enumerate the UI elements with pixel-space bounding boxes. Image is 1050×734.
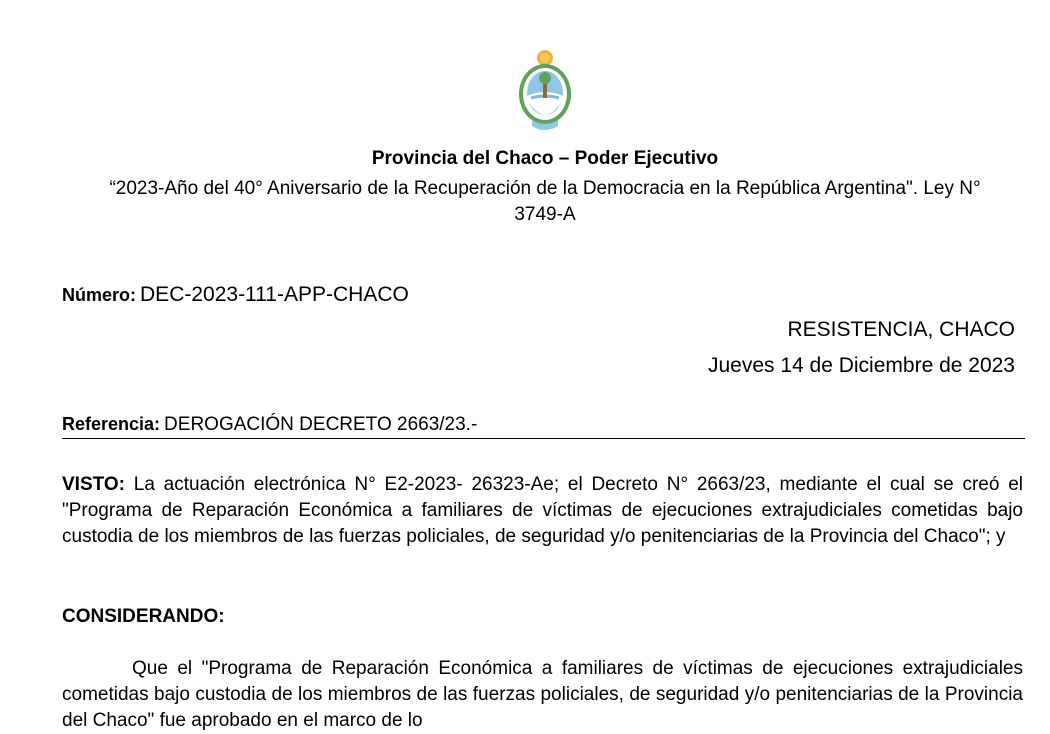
year-motto: “2023-Año del 40° Aniversario de la Recuperación de la Democracia en la República Argentina". Ley N° 3749-A <box>109 178 981 225</box>
reference-line <box>62 414 1025 439</box>
reference-value: DEROGACIÓN DECRETO 2663/23.- <box>164 414 478 435</box>
considerando-heading: CONSIDERANDO: <box>62 606 225 627</box>
date-line: Jueves 14 de Diciembre de 2023 <box>707 354 1015 377</box>
place-line: RESISTENCIA, CHACO <box>787 318 1015 341</box>
document-number-label: Número: <box>62 285 137 305</box>
provincial-crest-icon <box>514 48 576 134</box>
visto-text: La actuación electrónica N° E2-2023- 26323-Ae; el Decreto N° 2663/23, mediante el cual se creó el "Programa de Reparación Económica a familiares de víctimas de ejecuciones extrajudiciales cometidas bajo custodia de los miembros de las fuerzas policiales, de seguridad y/o penitenciarias de la Provincia del Chaco"; y <box>62 474 1023 547</box>
visto-label: VISTO: <box>62 474 125 495</box>
visto-paragraph <box>62 472 1023 550</box>
document-number-value: DEC-2023-111-APP-CHACO <box>140 283 409 306</box>
issuer-title: Provincia del Chaco – Poder Ejecutivo <box>371 148 719 169</box>
reference-label: Referencia: <box>62 414 161 434</box>
considerando-paragraph: Que el "Programa de Reparación Económica a familiares de víctimas de ejecuciones extrajudiciales cometidas bajo custodia de los miembros de las fuerzas policiales, de seguridad y/o penitenciarias de la Provincia del Chaco" fue aprobado en el marco de lo <box>62 658 1023 731</box>
document-number <box>62 283 409 307</box>
